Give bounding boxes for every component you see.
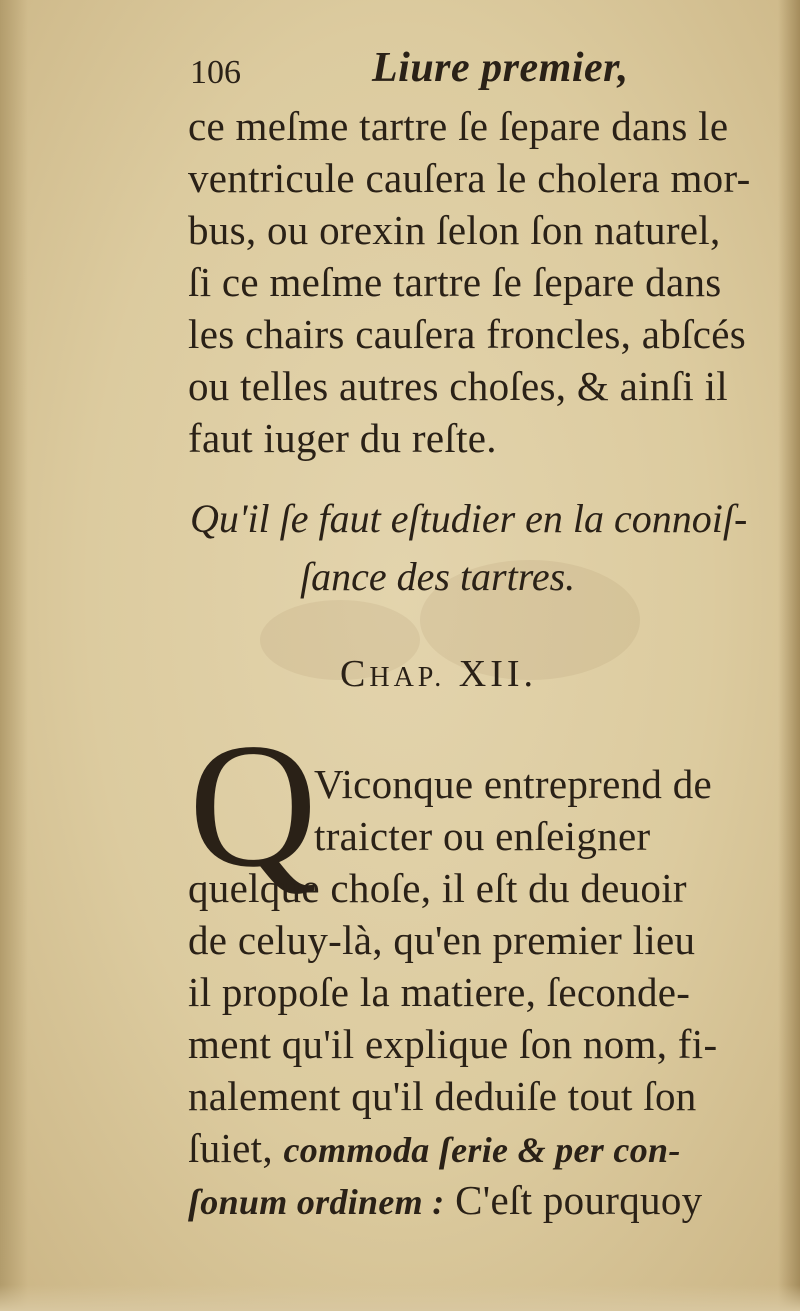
text-line: ce meſme tartre ſe ſepare dans le — [188, 103, 729, 149]
text-line: ou telles autres choſes, & ainſi il — [188, 363, 728, 409]
text-line: Viconque entreprend de — [314, 761, 713, 807]
page-edge-right — [778, 0, 800, 1311]
chapter-label-cap: C — [340, 653, 370, 695]
chapter-heading — [190, 490, 760, 606]
text-line: traicter ou enſeigner — [314, 813, 651, 859]
page-number: 106 — [190, 54, 241, 91]
text-line: il propoſe la matiere, ſeconde- — [188, 969, 691, 1015]
text-line: ventricule cauſera le cholera mor- — [188, 155, 751, 201]
text-line: bus, ou orexin ſelon ſon naturel, — [188, 207, 721, 253]
chapter-label — [340, 652, 537, 696]
paragraph-1 — [188, 100, 758, 464]
text-line-mixed — [188, 1122, 758, 1174]
page-edge-bottom — [0, 1285, 800, 1311]
paragraph-2 — [188, 758, 758, 1226]
chapter-label-smallcaps: HAP. — [369, 662, 446, 693]
chapter-heading-line: ſance des tartres. — [300, 554, 576, 599]
text-line: de celuy-là, qu'en premier lieu — [188, 917, 696, 963]
text-line: ſi ce meſme tartre ſe ſepare dans — [188, 259, 722, 305]
chapter-heading-line: Qu'il ſe faut eſtudier en la connoiſ- — [190, 496, 748, 541]
page-edge-left — [0, 0, 28, 1311]
page-header — [190, 40, 750, 100]
text-line: nalement qu'il deduiſe tout ſon — [188, 1073, 697, 1119]
text-line: faut iuger du reſte. — [188, 415, 497, 461]
latin-phrase: commoda ſerie & per con- — [283, 1130, 681, 1170]
running-title: Liure premier, — [372, 45, 629, 91]
text-fragment: C'eſt pourquoy — [455, 1177, 703, 1223]
drop-cap: Q — [188, 706, 318, 904]
text-line: ment qu'il explique ſon nom, fi- — [188, 1021, 718, 1067]
text-fragment: ſuiet, — [188, 1125, 273, 1171]
latin-phrase: ſonum ordinem : — [188, 1182, 445, 1222]
chapter-number: XII. — [458, 653, 538, 695]
text-line: quelque choſe, il eſt du deuoir — [188, 865, 687, 911]
text-line-mixed — [188, 1174, 758, 1226]
text-line: les chairs cauſera froncles, abſcés — [188, 311, 747, 357]
